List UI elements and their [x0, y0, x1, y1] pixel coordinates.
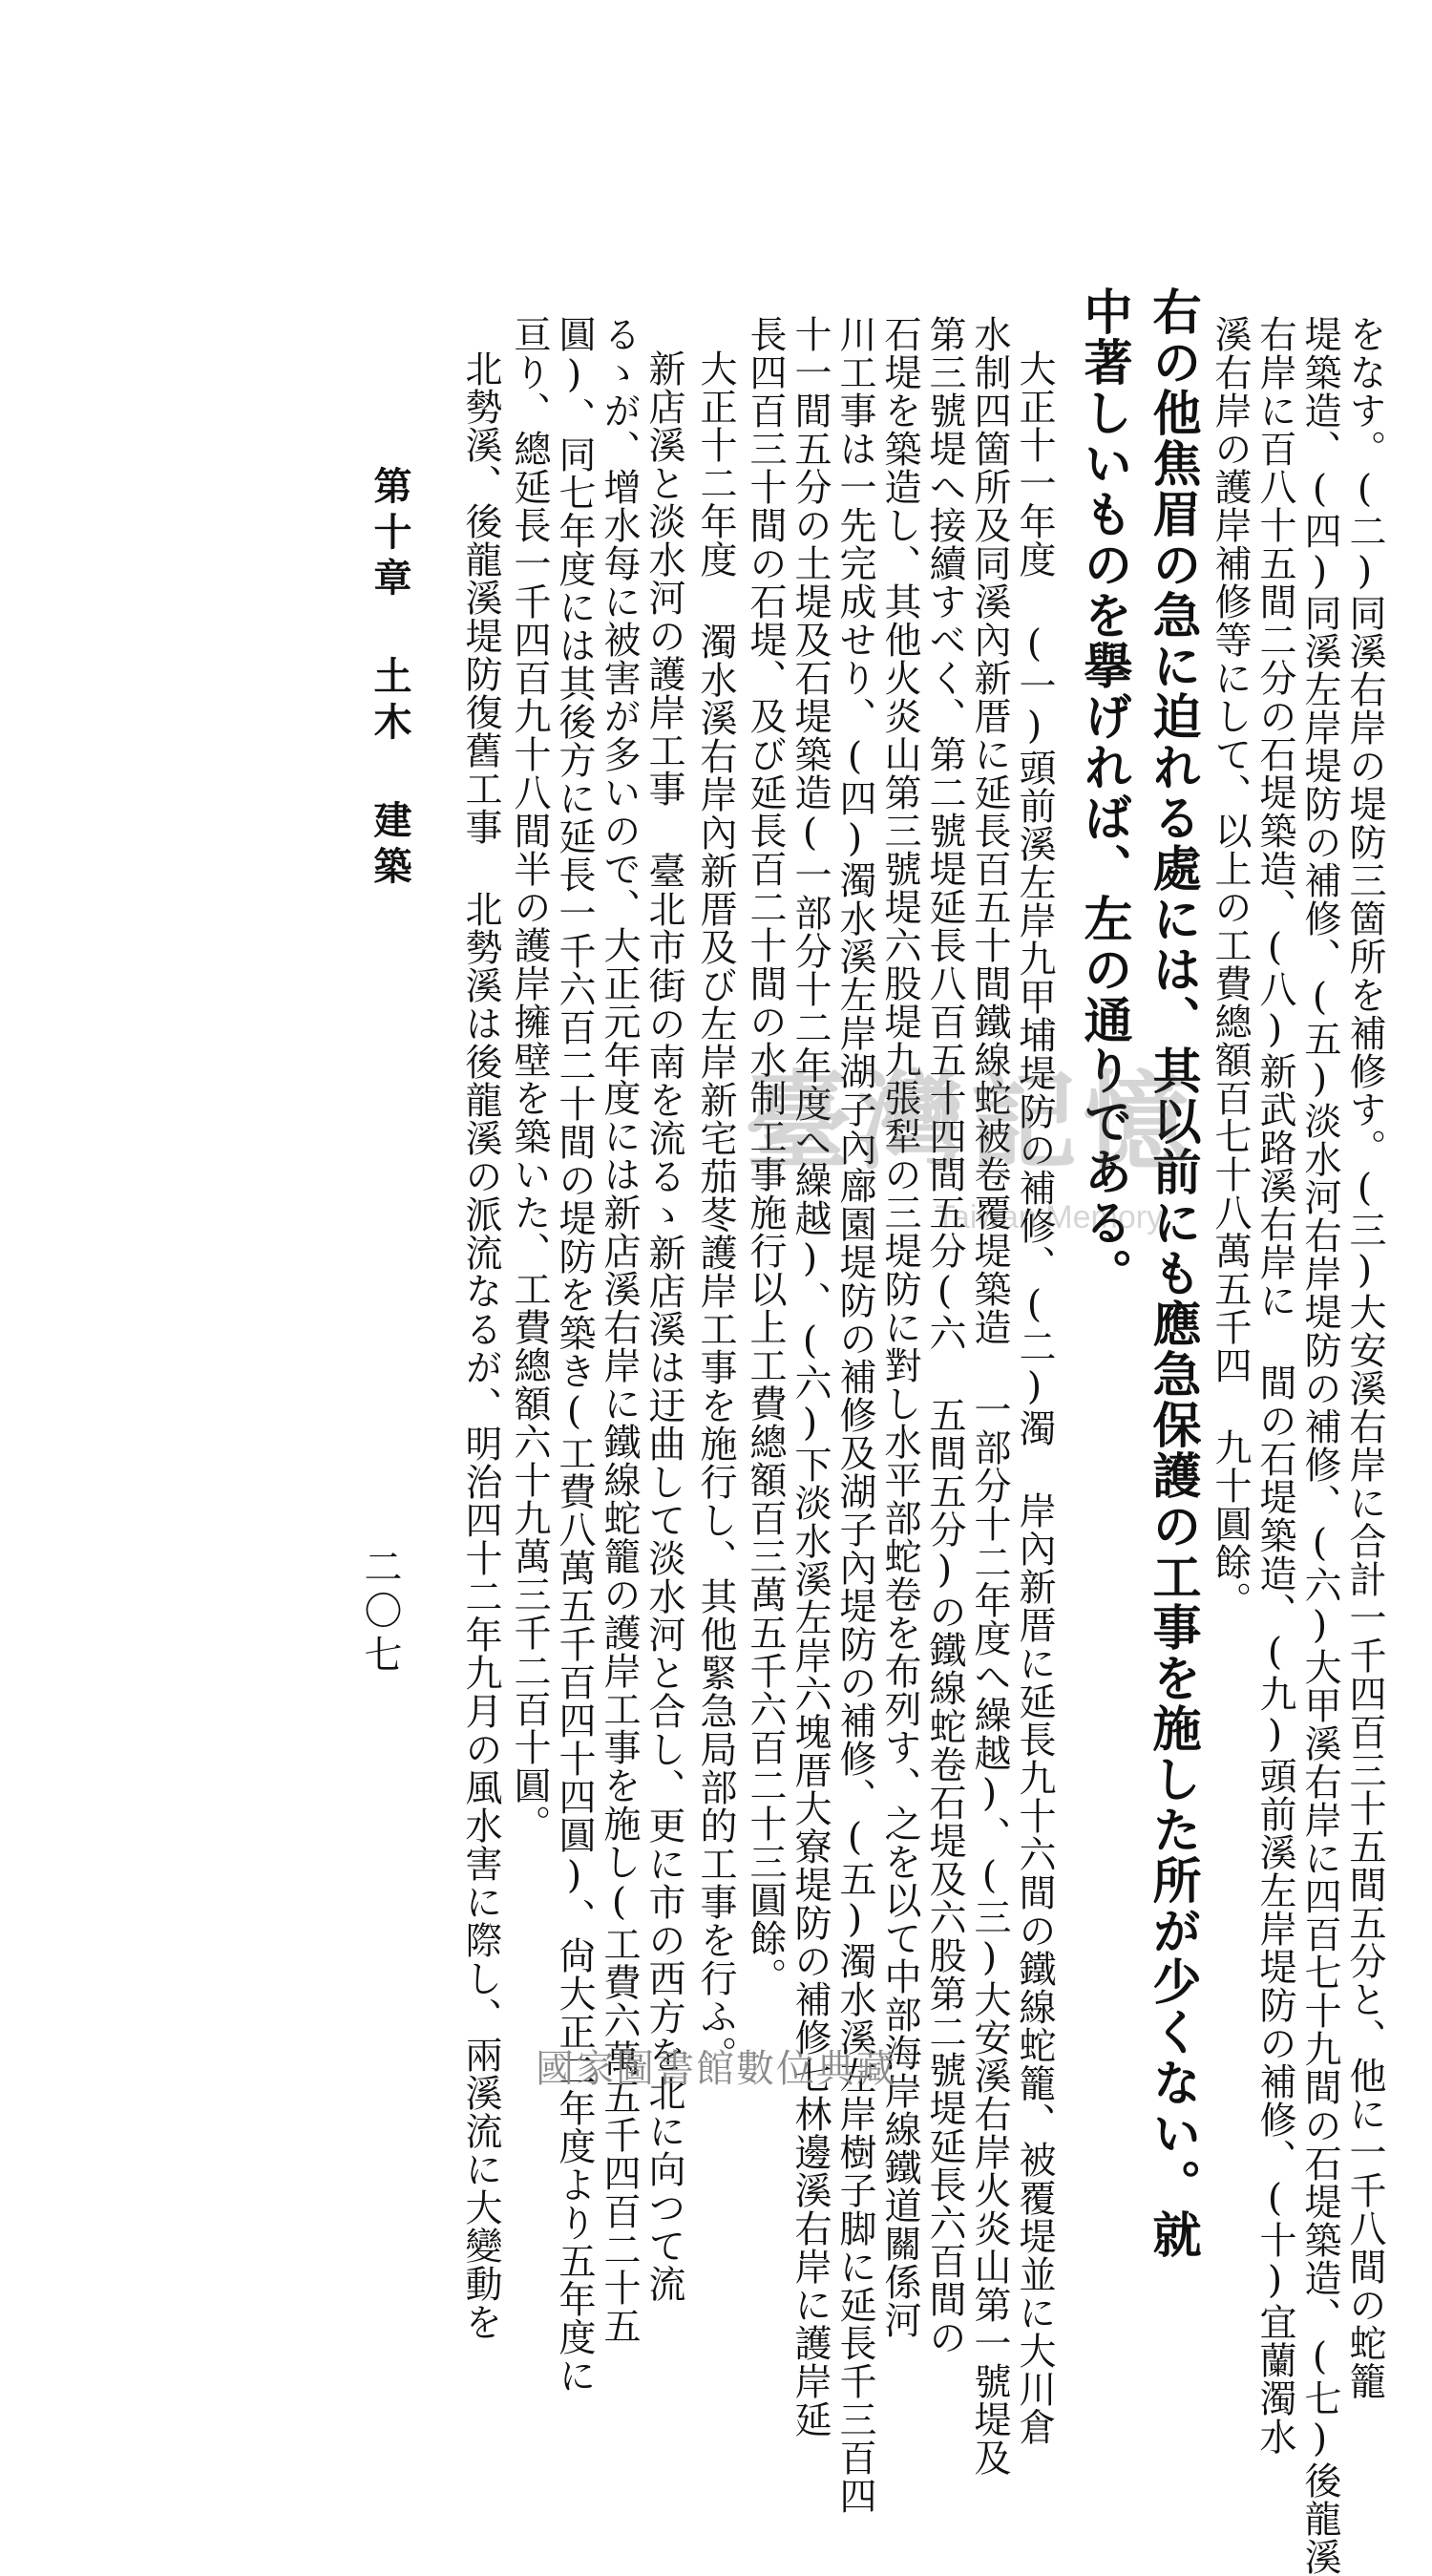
heading-column: 中著しいものを擧げれば、左の通りである。 — [1075, 286, 1132, 1299]
text-column: 堤築造、(四)同溪左岸堤防の補修、(五)淡水河右岸堤防の補修、(六)大甲溪右岸に四百七十九間の石堤築造、(七)後龍溪 — [1298, 315, 1341, 2576]
text-column: 石堤を築造し、其他火炎山第三號堤六股堤九張犁の三堤防に對し水平部蛇卷を布列す、之を以て中部海岸線鐵道關係河 — [878, 315, 921, 2339]
text-column: るゝが、增水每に被害が多いので、大正元年度には新店溪右岸に鐵線蛇籠の護岸工事を施し(工費六萬五千四百二十五 — [598, 315, 641, 2345]
heading-column: 右の他焦眉の急に迫れる處には、其以前にも應急保護の工事を施した所が少くない。就 — [1144, 286, 1201, 2260]
text-column: 右岸に百八十五間二分の石堤築造、(八)新武路溪右岸に 間の石堤築造、(九)頭前溪左岸堤防の補修、(十)宜蘭濁水 — [1253, 315, 1296, 2456]
text-column: をなす。(二)同溪右岸の堤防三箇所を補修す。(三)大安溪右岸に合計一千四百三十五間五分と、他に一千八間の蛇籠 — [1343, 315, 1386, 2400]
text-column: 新店溪と淡水河の護岸工事 臺北市街の南を流るゝ新店溪は迂曲して淡水河と合し、更に市の西方を北に向つて流 — [642, 349, 685, 2303]
text-column: 水制四箇所及同溪內新厝に延長百五十間鐵線蛇被卷覆堤築造 一部分十二年度へ繰越)、(三)大安溪右岸火炎山第一號堤及 — [968, 315, 1011, 2477]
text-column: 北勢溪、後龍溪堤防復舊工事 北勢溪は後龍溪の派流なるが、明治四十二年九月の風水害に際し、兩溪流に大變動を — [459, 349, 502, 2341]
text-column: 十一間五分の土堤及石堤築造(一部分十二年度へ繰越)、(六)下淡水溪左岸六塊厝大寮堤防の補修七林邊溪右岸に護岸延 — [789, 315, 832, 2439]
text-column: 溪右岸の護岸補修等にして、以上の工費總額百七十八萬五千四 九十圓餘。 — [1209, 315, 1252, 1619]
text-column: 川工事は一先完成せり、(四)濁水溪左岸湖子內廍園堤防の補修及湖子內堤防の補修、(五)濁水溪左岸樹子脚に延長千三百四 — [833, 315, 876, 2515]
footer-credit: 國家圖書館數位典藏 — [536, 2047, 896, 2091]
text-column: 亘り、總延長一千四百九十八間半の護岸擁壁を築いた、工費總額六十九萬三千二百十圓。 — [508, 315, 551, 1843]
text-column: 圓)、同七年度には其後方に延長一千六百二十間の堤防を築き(工費八萬五千百四十四圓)、尙大正二年度より五年度に — [553, 315, 596, 2395]
text-column: 長四百三十間の石堤、及び延長百二十間の水制工事施行以上工費總額百三萬五千六百二十三圓餘。 — [744, 315, 787, 1995]
text-column: 大正十一年度 (一)頭前溪左岸九甲埔堤防の補修、(二)濁 岸內新厝に延長九十六間の鐵線蛇籠、被覆堤並に大川倉 — [1013, 349, 1056, 2446]
watermark-text-en: Taiwan Memory — [936, 1199, 1164, 1235]
text-column: 第三號堤へ接續すべく、第二號堤延長八百五十四間五分(六 五間五分)の鐵線蛇卷石堤及六股第二號堤延長六百間の — [923, 315, 966, 2356]
text-column: 大正十二年度 濁水溪右岸內新厝及び左岸新宅茄苳護岸工事を施行し、其他緊急局部的工事を行ふ。 — [694, 349, 737, 2074]
page-number: 二〇七 — [358, 1547, 402, 1679]
watermark-text-cn: 臺灣記憶 — [745, 1060, 1195, 1185]
running-head: 第十章 土木 建築 — [368, 466, 412, 892]
